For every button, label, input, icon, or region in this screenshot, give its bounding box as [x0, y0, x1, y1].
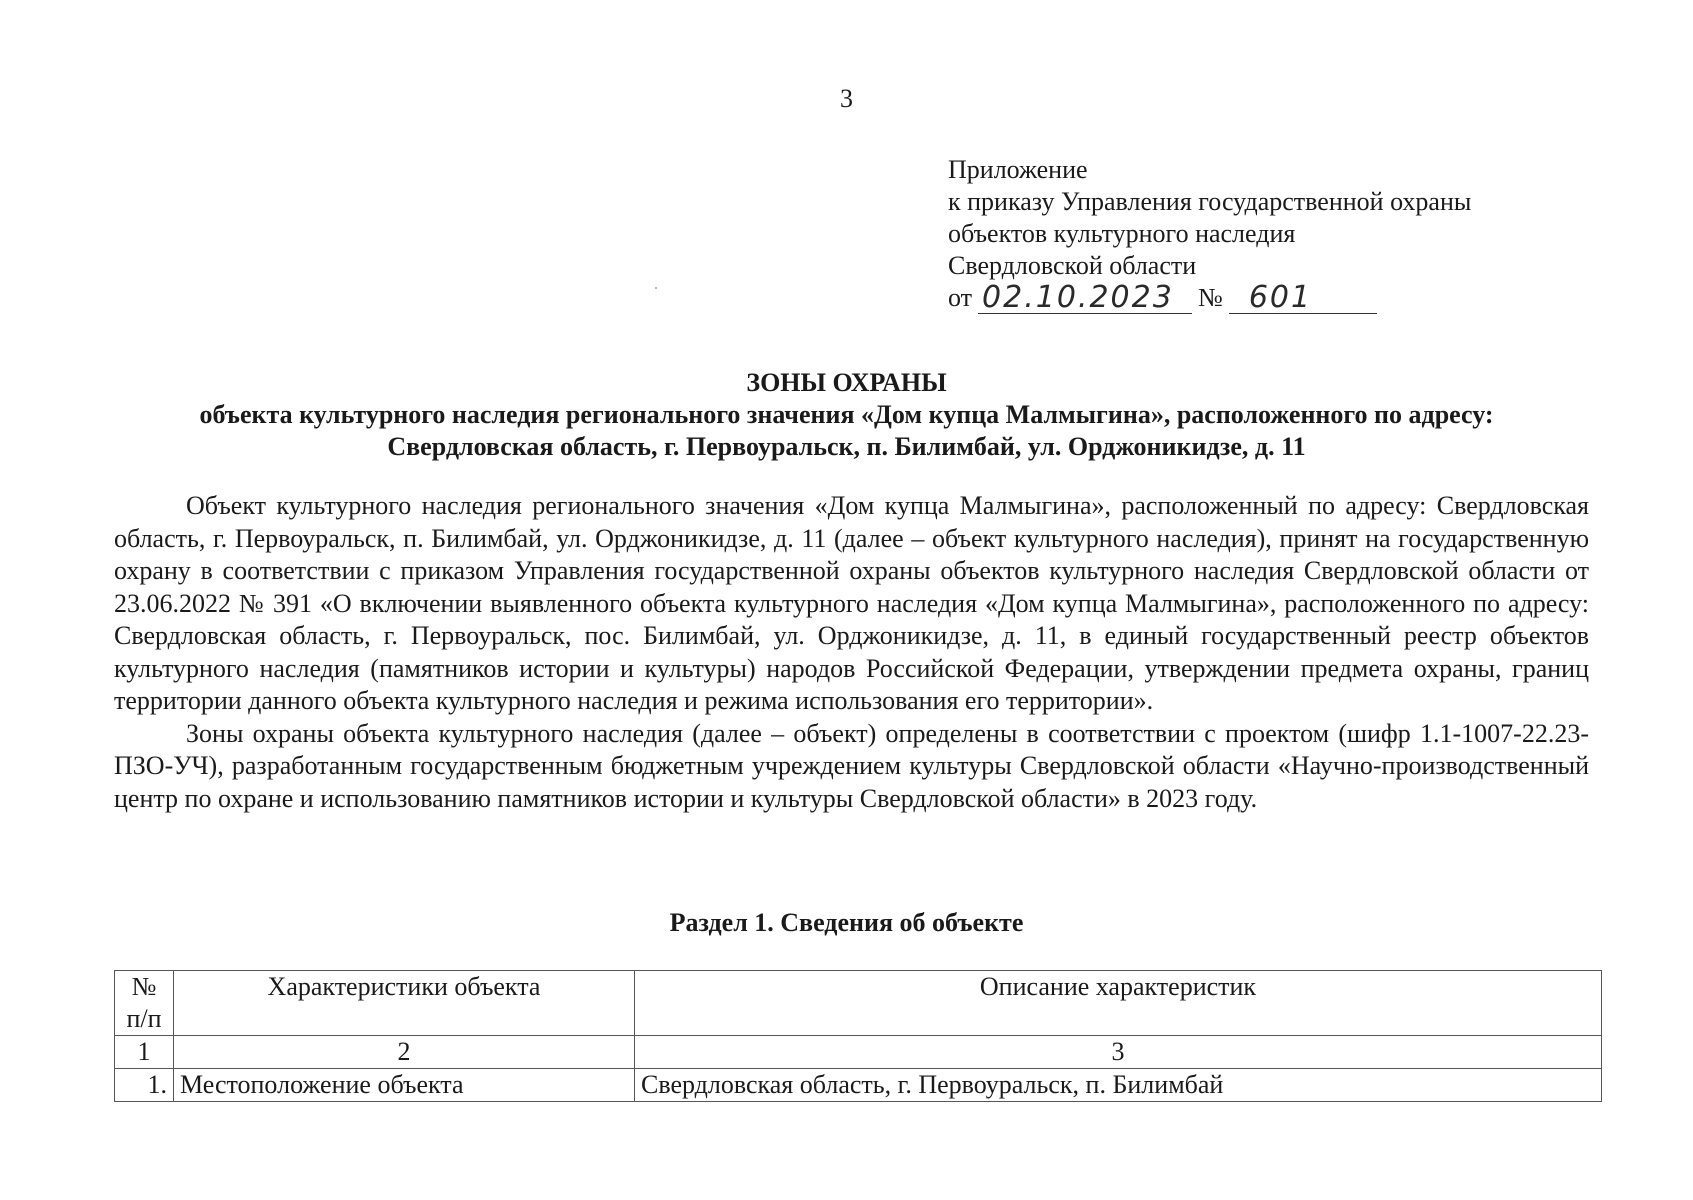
date-prefix: от: [948, 283, 973, 312]
appendix-block: [948, 154, 1471, 314]
header-cell-characteristics: Характеристики объекта: [174, 971, 635, 1036]
table-header-row: [115, 971, 1602, 1036]
number-prefix: №: [1198, 283, 1223, 312]
row-characteristic-cell: Местоположение объекта: [174, 1069, 635, 1102]
appendix-line: Свердловской области: [948, 251, 1197, 280]
object-info-table: [114, 970, 1602, 1102]
body-text: [114, 490, 1589, 815]
handwritten-date: 02.10.2023: [978, 283, 1192, 314]
paragraph: Зоны охраны объекта культурного наследия (далее – объект) определены в соответствии с проектом (шифр 1.1-1007-22.23-ПЗО-УЧ), разработанным государственным бюджетным учреждением культуры Свердловской области «Научно-производственный центр по охране и использованию памятников истории и культуры Свердловской области» в 2023 году.: [114, 718, 1589, 813]
section-title: Раздел 1. Сведения об объекте: [669, 908, 1024, 937]
page-number: 3: [840, 84, 853, 113]
title-main: ЗОНЫ ОХРАНЫ: [746, 368, 947, 397]
title-subtitle: объекта культурного наследия регионального значения «Дом купца Малмыгина», расположенного по адресу:: [199, 400, 1494, 429]
title-address: Свердловская область, г. Первоуральск, п. Билимбай, ул. Орджоникидзе, д. 11: [387, 432, 1306, 461]
order-date-number-line: [948, 282, 1471, 314]
numbering-cell: 2: [174, 1036, 635, 1069]
appendix-line: Приложение: [948, 155, 1088, 184]
numbering-cell: 3: [635, 1036, 1602, 1069]
row-number-cell: 1.: [115, 1069, 174, 1102]
appendix-line: к приказу Управления государственной охраны: [948, 187, 1472, 216]
header-cell-number: № п/п: [115, 971, 174, 1036]
numbering-cell: 1: [115, 1036, 174, 1069]
scan-speck: [655, 287, 657, 289]
table-row: [115, 1069, 1602, 1102]
table-numbering-row: [115, 1036, 1602, 1069]
document-title: [0, 367, 1693, 463]
handwritten-order-number: 601: [1229, 283, 1377, 314]
appendix-line: объектов культурного наследия: [948, 219, 1296, 248]
row-description-cell: Свердловская область, г. Первоуральск, п. Билимбай: [635, 1069, 1602, 1102]
paragraph: Объект культурного наследия регионального значения «Дом купца Малмыгина», расположенный по адресу: Свердловская область, г. Первоуральск, п. Билимбай, ул. Орджоникидзе, д. 11 (далее – объект культурного наследия), принят на государственную охрану в соответствии с приказом Управления государственной охраны объектов культурного наследия Свердловской области от 23.06.2022 № 391 «О включении выявленного объекта культурного наследия «Дом купца Малмыгина», расположенного по адресу: Свердловская область, г. Первоуральск, пос. Билимбай, ул. Орджоникидзе, д. 11, в единый государственный реестр объектов культурного наследия (памятников истории и культуры) народов Российской Федерации, утверждении предмета охраны, границ территории данного объекта культурного наследия и режима использования его территории».: [114, 491, 1589, 715]
header-cell-description: Описание характеристик: [635, 971, 1602, 1036]
